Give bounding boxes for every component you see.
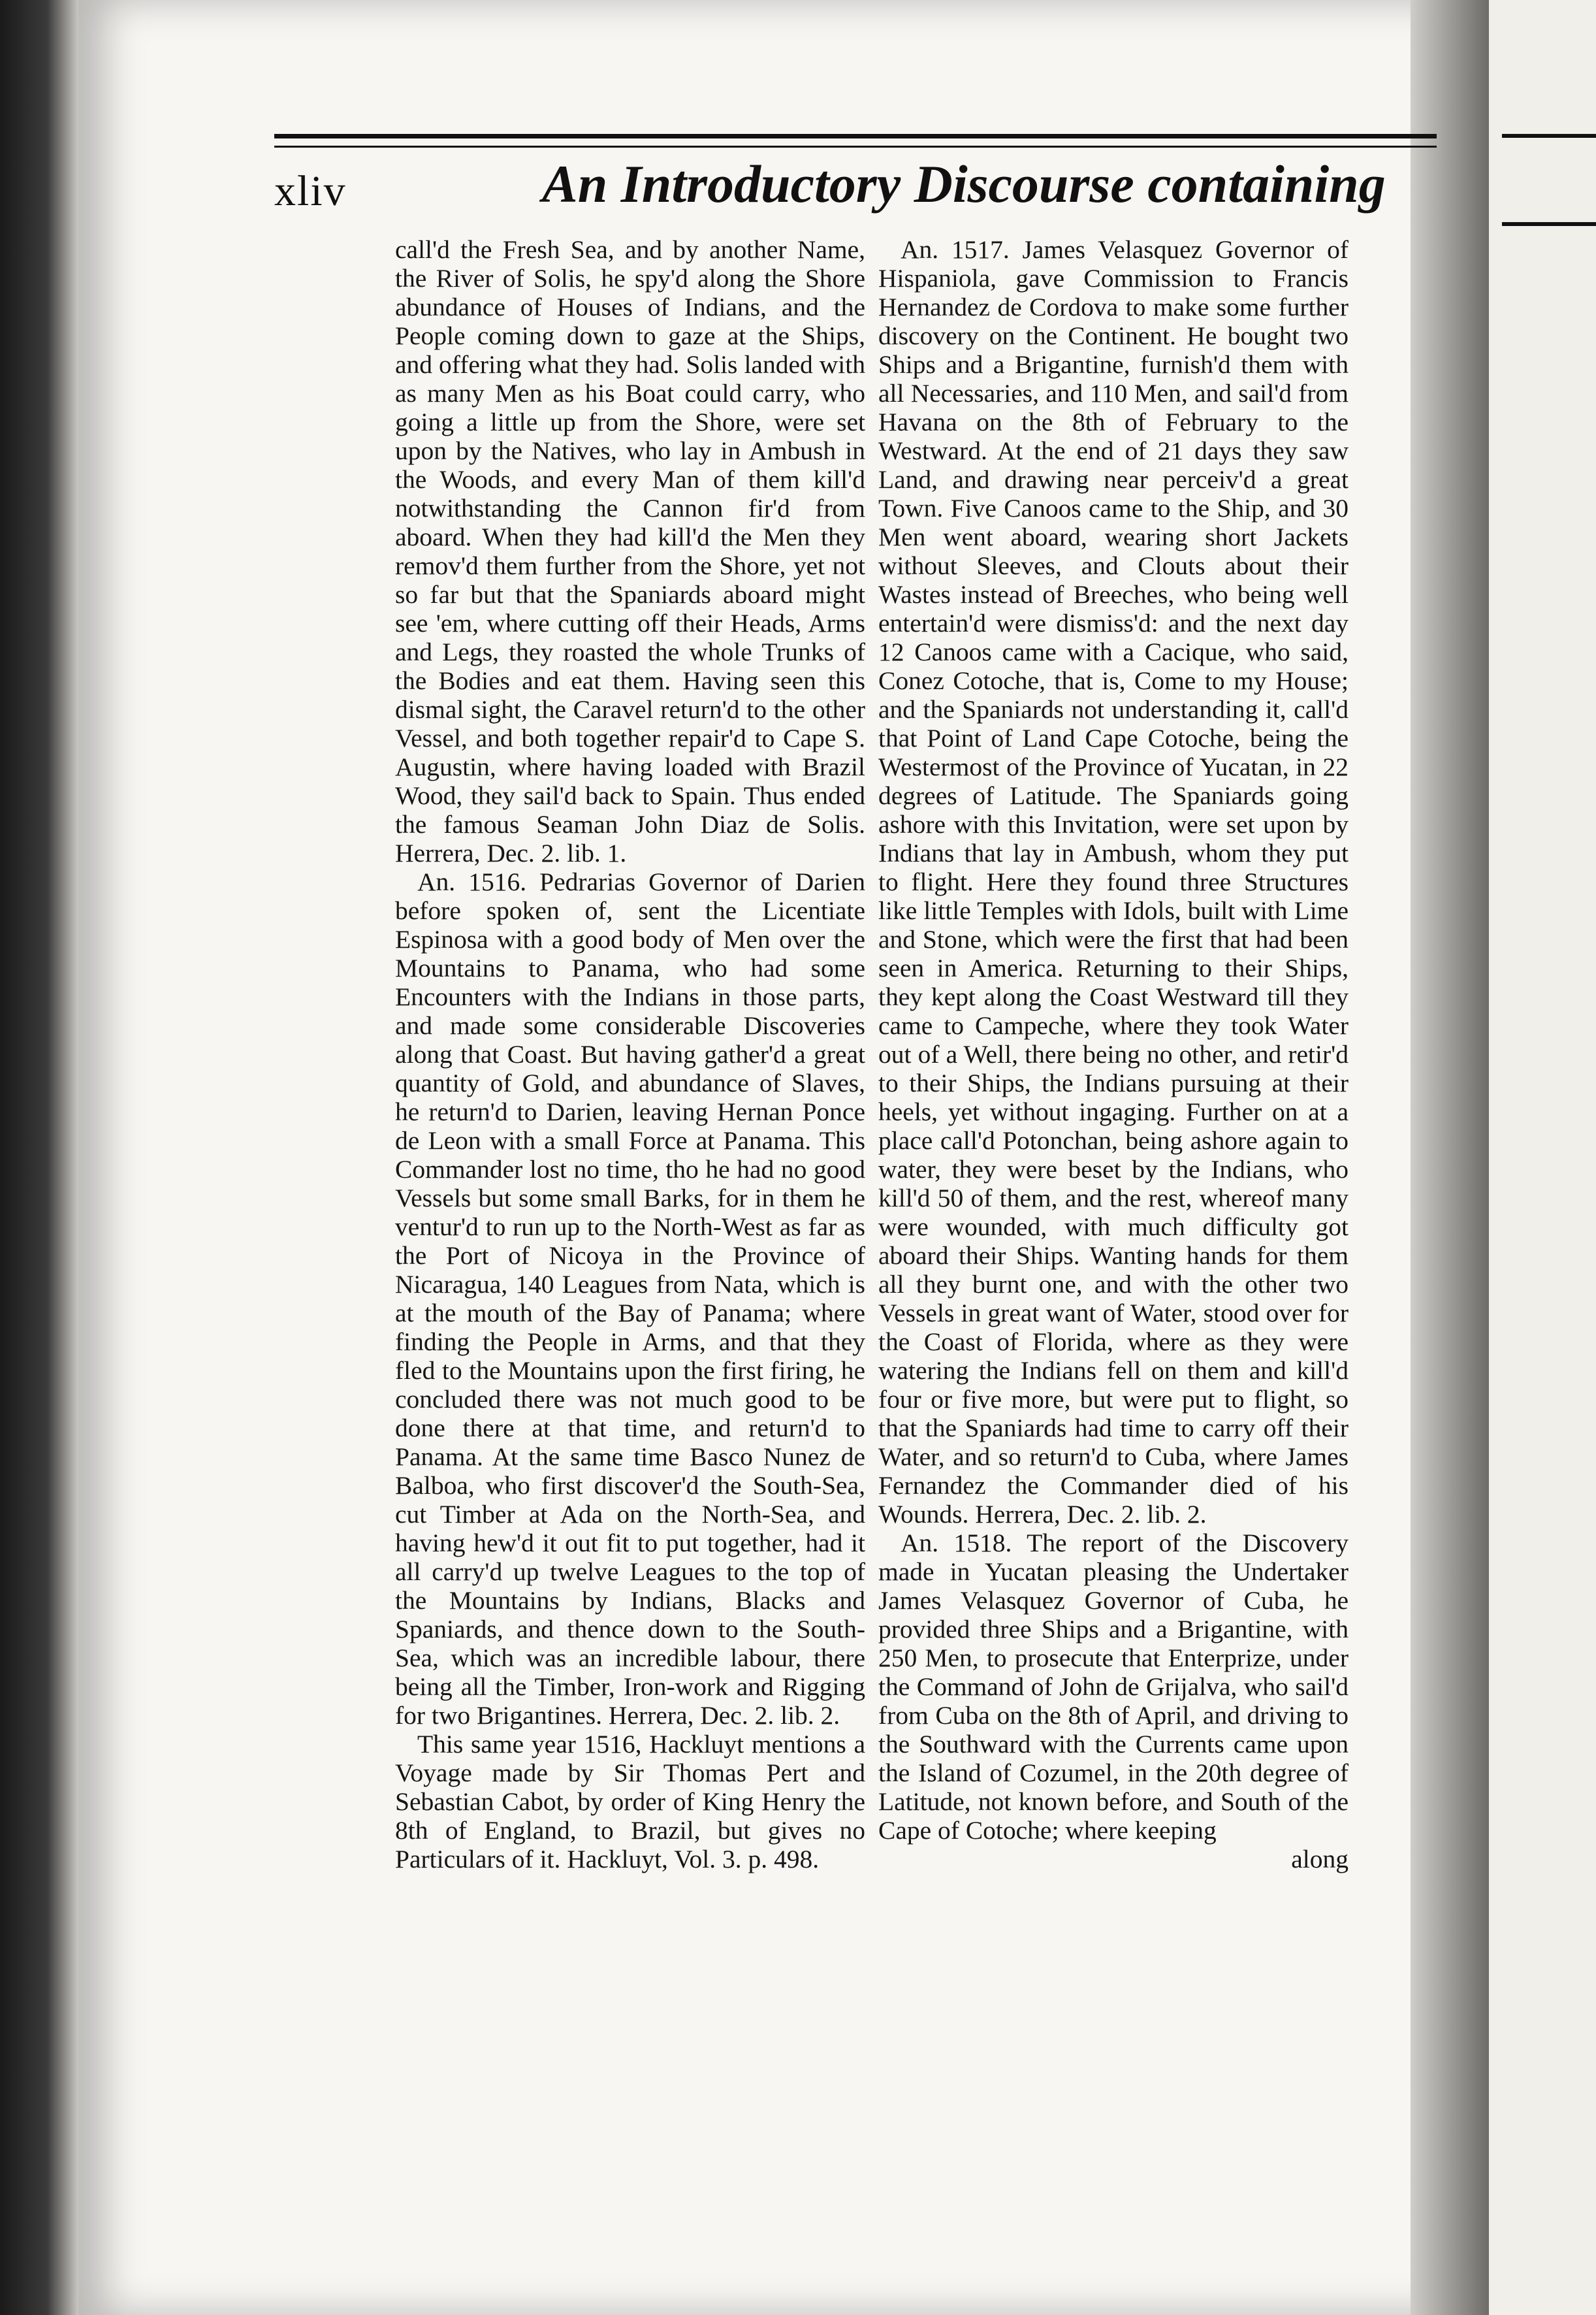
page-number: xliv xyxy=(274,167,347,215)
page-header xyxy=(274,154,1437,225)
facing-page-rule xyxy=(1502,134,1596,138)
left-column xyxy=(395,235,865,1873)
paragraph: An. 1517. James Velasquez Governor of Hispaniola, gave Commission to Francis Hernandez de Cordova to make some further discovery on the Continent. He bought two Ships and a Brigantine, furnish'd them with all Necessaries, and 110 Men, and sail'd from Havana on the 8th of February to the Westward. At the end of 21 days they saw Land, and drawing near perceiv'd a great Town. Five Canoos came to the Ship, and 30 Men went aboard, wearing short Jackets without Sleeves, and Clouts about their Wastes instead of Breeches, who being well entertain'd were dismiss'd: and the next day 12 Canoos came with a Cacique, who said, Conez Cotoche, that is, Come to my House; and the Spaniards not understanding it, call'd that Point of Land Cape Cotoche, being the Westermost of the Province of Yucatan, in 22 degrees of Latitude. The Spaniards going ashore with this Invitation, were set upon by Indians that lay in Ambush, whom they put to flight. Here they found three Structures like little Temples with Idols, built with Lime and Stone, which were the first that had been seen in America. Returning to their Ships, they kept along the Coast Westward till they came to Campeche, where they took Water out of a Well, there being no other, and retir'd to their Ships, the Indians pursuing at their heels, yet without ingaging. Further on at a place call'd Potonchan, being ashore again to water, they were beset by the Indians, who kill'd 50 of them, and the rest, whereof many were wounded, with much difficulty got aboard their Ships. Wanting hands for them all they burnt one, and with the other two Vessels in great want of Water, stood over for the Coast of Florida, where as they were watering the Indians fell on them and kill'd four or five more, but were put to flight, so that the Spaniards had time to carry off their Water, and so return'd to Cuba, where James Fernandez the Commander died of his Wounds. Herrera, Dec. 2. lib. 2. xyxy=(878,235,1349,1529)
book-gutter xyxy=(1411,0,1489,2315)
book-fore-edge xyxy=(0,0,78,2315)
running-title: An Introductory Discourse containing xyxy=(542,154,1386,214)
paragraph: An. 1518. The report of the Discovery made in Yucatan pleasing the Undertaker James Velasquez Governor of Cuba, he provided three Ships and a Brigantine, with 250 Men, to prosecute that Enterprize, under the Command of John de Grijalva, who sail'd from Cuba on the 8th of April, and driving to the Southward with the Currents came upon the Island of Cozumel, in the 20th degree of Latitude, not known before, and South of the Cape of Cotoche; where keeping xyxy=(878,1529,1349,1845)
header-rule xyxy=(274,134,1437,138)
paragraph: An. 1516. Pedrarias Governor of Darien before spoken of, sent the Licentiate Espinosa with a good body of Men over the Mountains to Panama, who had some Encounters with the Indians in those parts, and made some considerable Discoveries along that Coast. But having gather'd a great quantity of Gold, and abundance of Slaves, he return'd to Darien, leaving Hernan Ponce de Leon with a small Force at Panama. This Commander lost no time, tho he had no good Vessels but some small Barks, for in them he ventur'd to run up to the North-West as far as the Port of Nicoya in the Province of Nicaragua, 140 Leagues from Nata, which is at the mouth of the Bay of Panama; where finding the People in Arms, and that they fled to the Mountains upon the first firing, he concluded there was not much good to be done there at that time, and return'd to Panama. At the same time Basco Nunez de Balboa, who first discover'd the South-Sea, cut Timber at Ada on the North-Sea, and having hew'd it out fit to put together, had it all carry'd up twelve Leagues to the top of the Mountains by Indians, Blacks and Spaniards, and thence down to the South-Sea, which was an incredible labour, there being all the Timber, Iron-work and Rigging for two Brigantines. Herrera, Dec. 2. lib. 2. xyxy=(395,867,865,1730)
paragraph: call'd the Fresh Sea, and by another Name, the River of Solis, he spy'd along the Shore abundance of Houses of Indians, and the People coming down to gaze at the Ships, and offering what they had. Solis landed with as many Men as his Boat could carry, who going a little up from the Shore, were set upon by the Natives, who lay in Ambush in the Woods, and every Man of them kill'd notwithstanding the Cannon fir'd from aboard. When they had kill'd the Men they remov'd them further from the Shore, yet not so far but that the Spaniards aboard might see 'em, where cutting off their Heads, Arms and Legs, they roasted the whole Trunks of the Bodies and eat them. Having seen this dismal sight, the Caravel return'd to the other Vessel, and both together repair'd to Cape S. Augustin, where having loaded with Brazil Wood, they sail'd back to Spain. Thus ended the famous Seaman John Diaz de Solis. Herrera, Dec. 2. lib. 1. xyxy=(395,235,865,867)
catchword: along xyxy=(1291,1845,1349,1873)
facing-page-edge xyxy=(1489,0,1596,2315)
paragraph: This same year 1516, Hackluyt mentions a Voyage made by Sir Thomas Pert and Sebastian Cabot, by order of King Henry the 8th of England, to Brazil, but gives no Particulars of it. Hackluyt, Vol. 3. p. 498. xyxy=(395,1730,865,1873)
facing-page-rule xyxy=(1502,222,1596,226)
right-column xyxy=(878,235,1349,1873)
header-rule-thin xyxy=(274,146,1437,148)
